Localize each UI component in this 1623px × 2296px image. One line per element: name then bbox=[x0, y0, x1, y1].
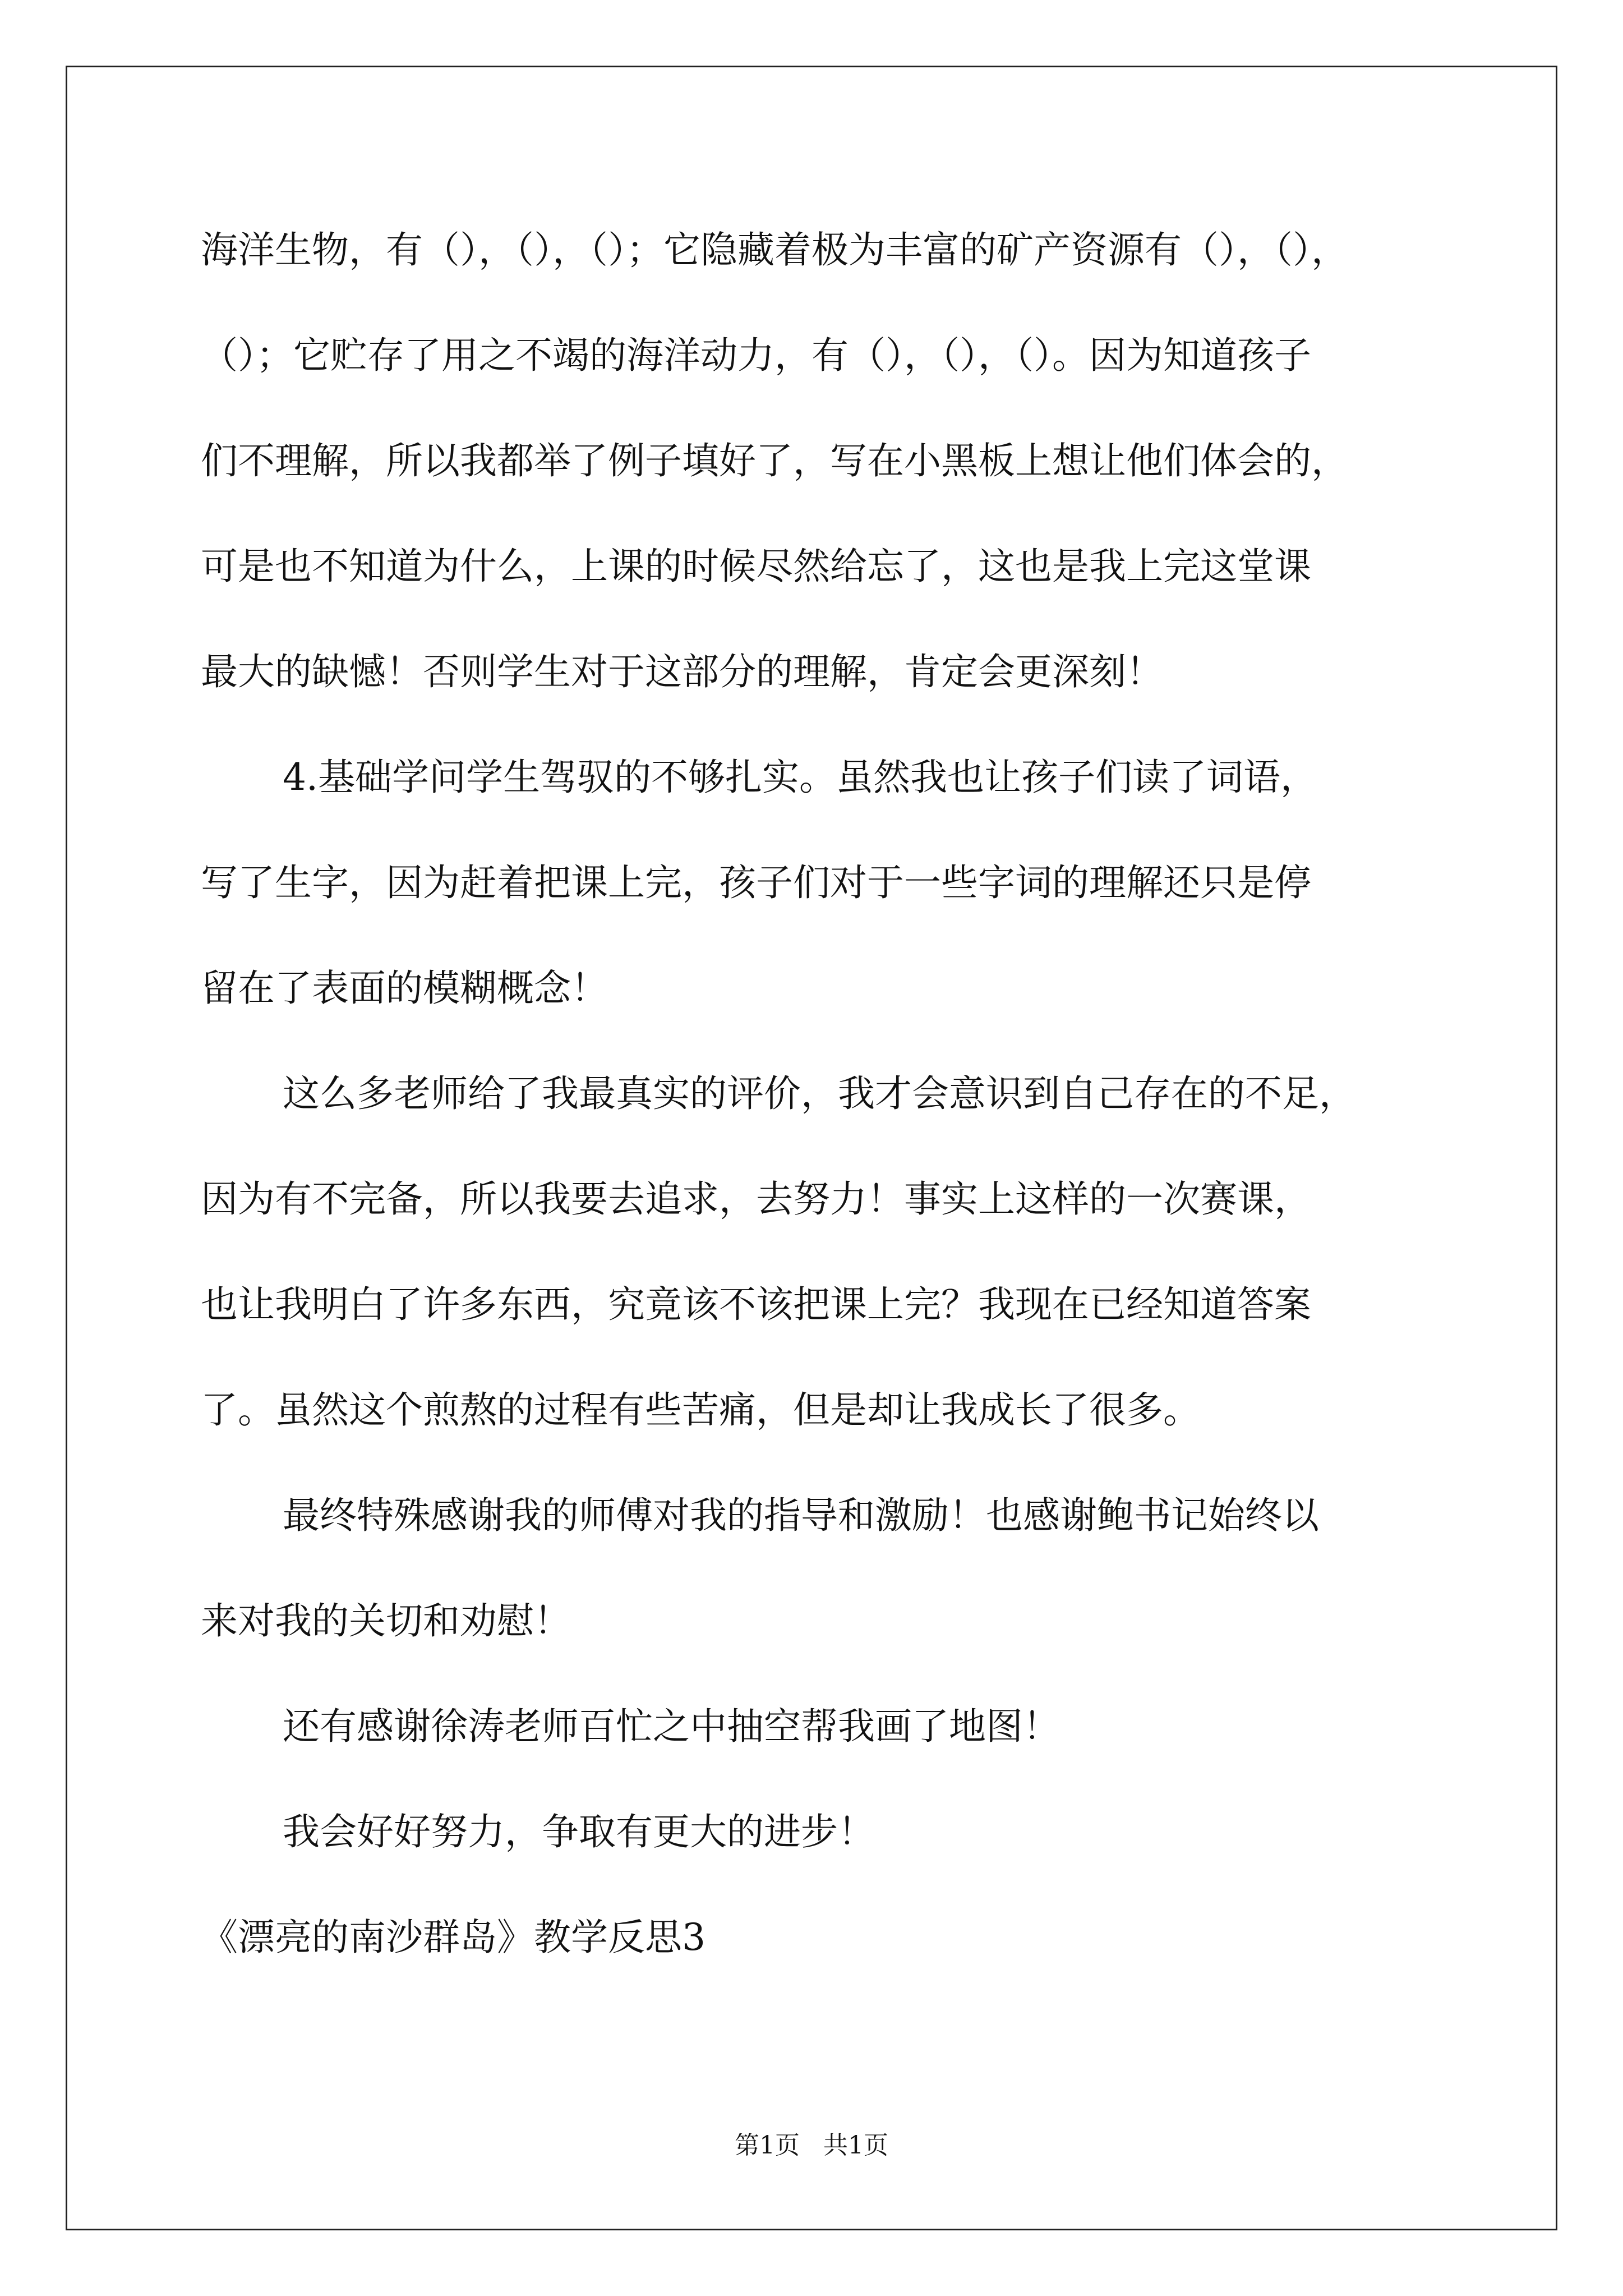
document-body bbox=[201, 217, 1457, 2009]
text-line: 留在了表面的模糊概念！ bbox=[201, 967, 608, 1010]
paragraph-start: 最终特殊感谢我的师傅对我的指导和激励！也感谢鲍书记始终以 bbox=[283, 1494, 1319, 1537]
text-line: 也让我明白了许多东西，究竟该不该把课上完？我现在已经知道答案 bbox=[201, 1283, 1311, 1326]
paragraph-start: 4.基础学问学生驾驭的不够扎实。虽然我也让孩子们读了词语， bbox=[283, 756, 1317, 799]
section-heading: 《漂亮的南沙群岛》教学反思3 bbox=[201, 1916, 706, 1959]
text-line: 了。虽然这个煎熬的过程有些苦痛，但是却让我成长了很多。 bbox=[201, 1388, 1200, 1432]
text-line: 来对我的关切和劝慰！ bbox=[201, 1599, 571, 1642]
text-line: 们不理解，所以我都举了例子填好了，写在小黑板上想让他们体会的， bbox=[201, 439, 1348, 482]
text-line: 写了生字，因为赶着把课上完，孩子们对于一些字词的理解还只是停 bbox=[201, 861, 1311, 904]
paragraph-start: 还有感谢徐涛老师百忙之中抽空帮我画了地图！ bbox=[283, 1705, 1060, 1748]
text-line: 海洋生物，有（），（），（）；它隐藏着极为丰富的矿产资源有（），（）， bbox=[201, 228, 1348, 272]
paragraph-start: 这么多老师给了我最真实的评价，我才会意识到自己存在的不足， bbox=[283, 1072, 1356, 1115]
page-footer: 第1页 共1页 bbox=[735, 2131, 888, 2160]
text-line: （）；它贮存了用之不竭的海洋动力，有（），（），（）。因为知道孩子 bbox=[201, 334, 1311, 377]
text-line: 最大的缺憾！否则学生对于这部分的理解，肯定会更深刻！ bbox=[201, 650, 1163, 693]
text-line: 可是也不知道为什么，上课的时候尽然给忘了，这也是我上完这堂课 bbox=[201, 545, 1311, 588]
text-line: 因为有不完备，所以我要去追求，去努力！事实上这样的一次赛课， bbox=[201, 1177, 1311, 1221]
paragraph-start: 我会好好努力，争取有更大的进步！ bbox=[283, 1810, 875, 1853]
